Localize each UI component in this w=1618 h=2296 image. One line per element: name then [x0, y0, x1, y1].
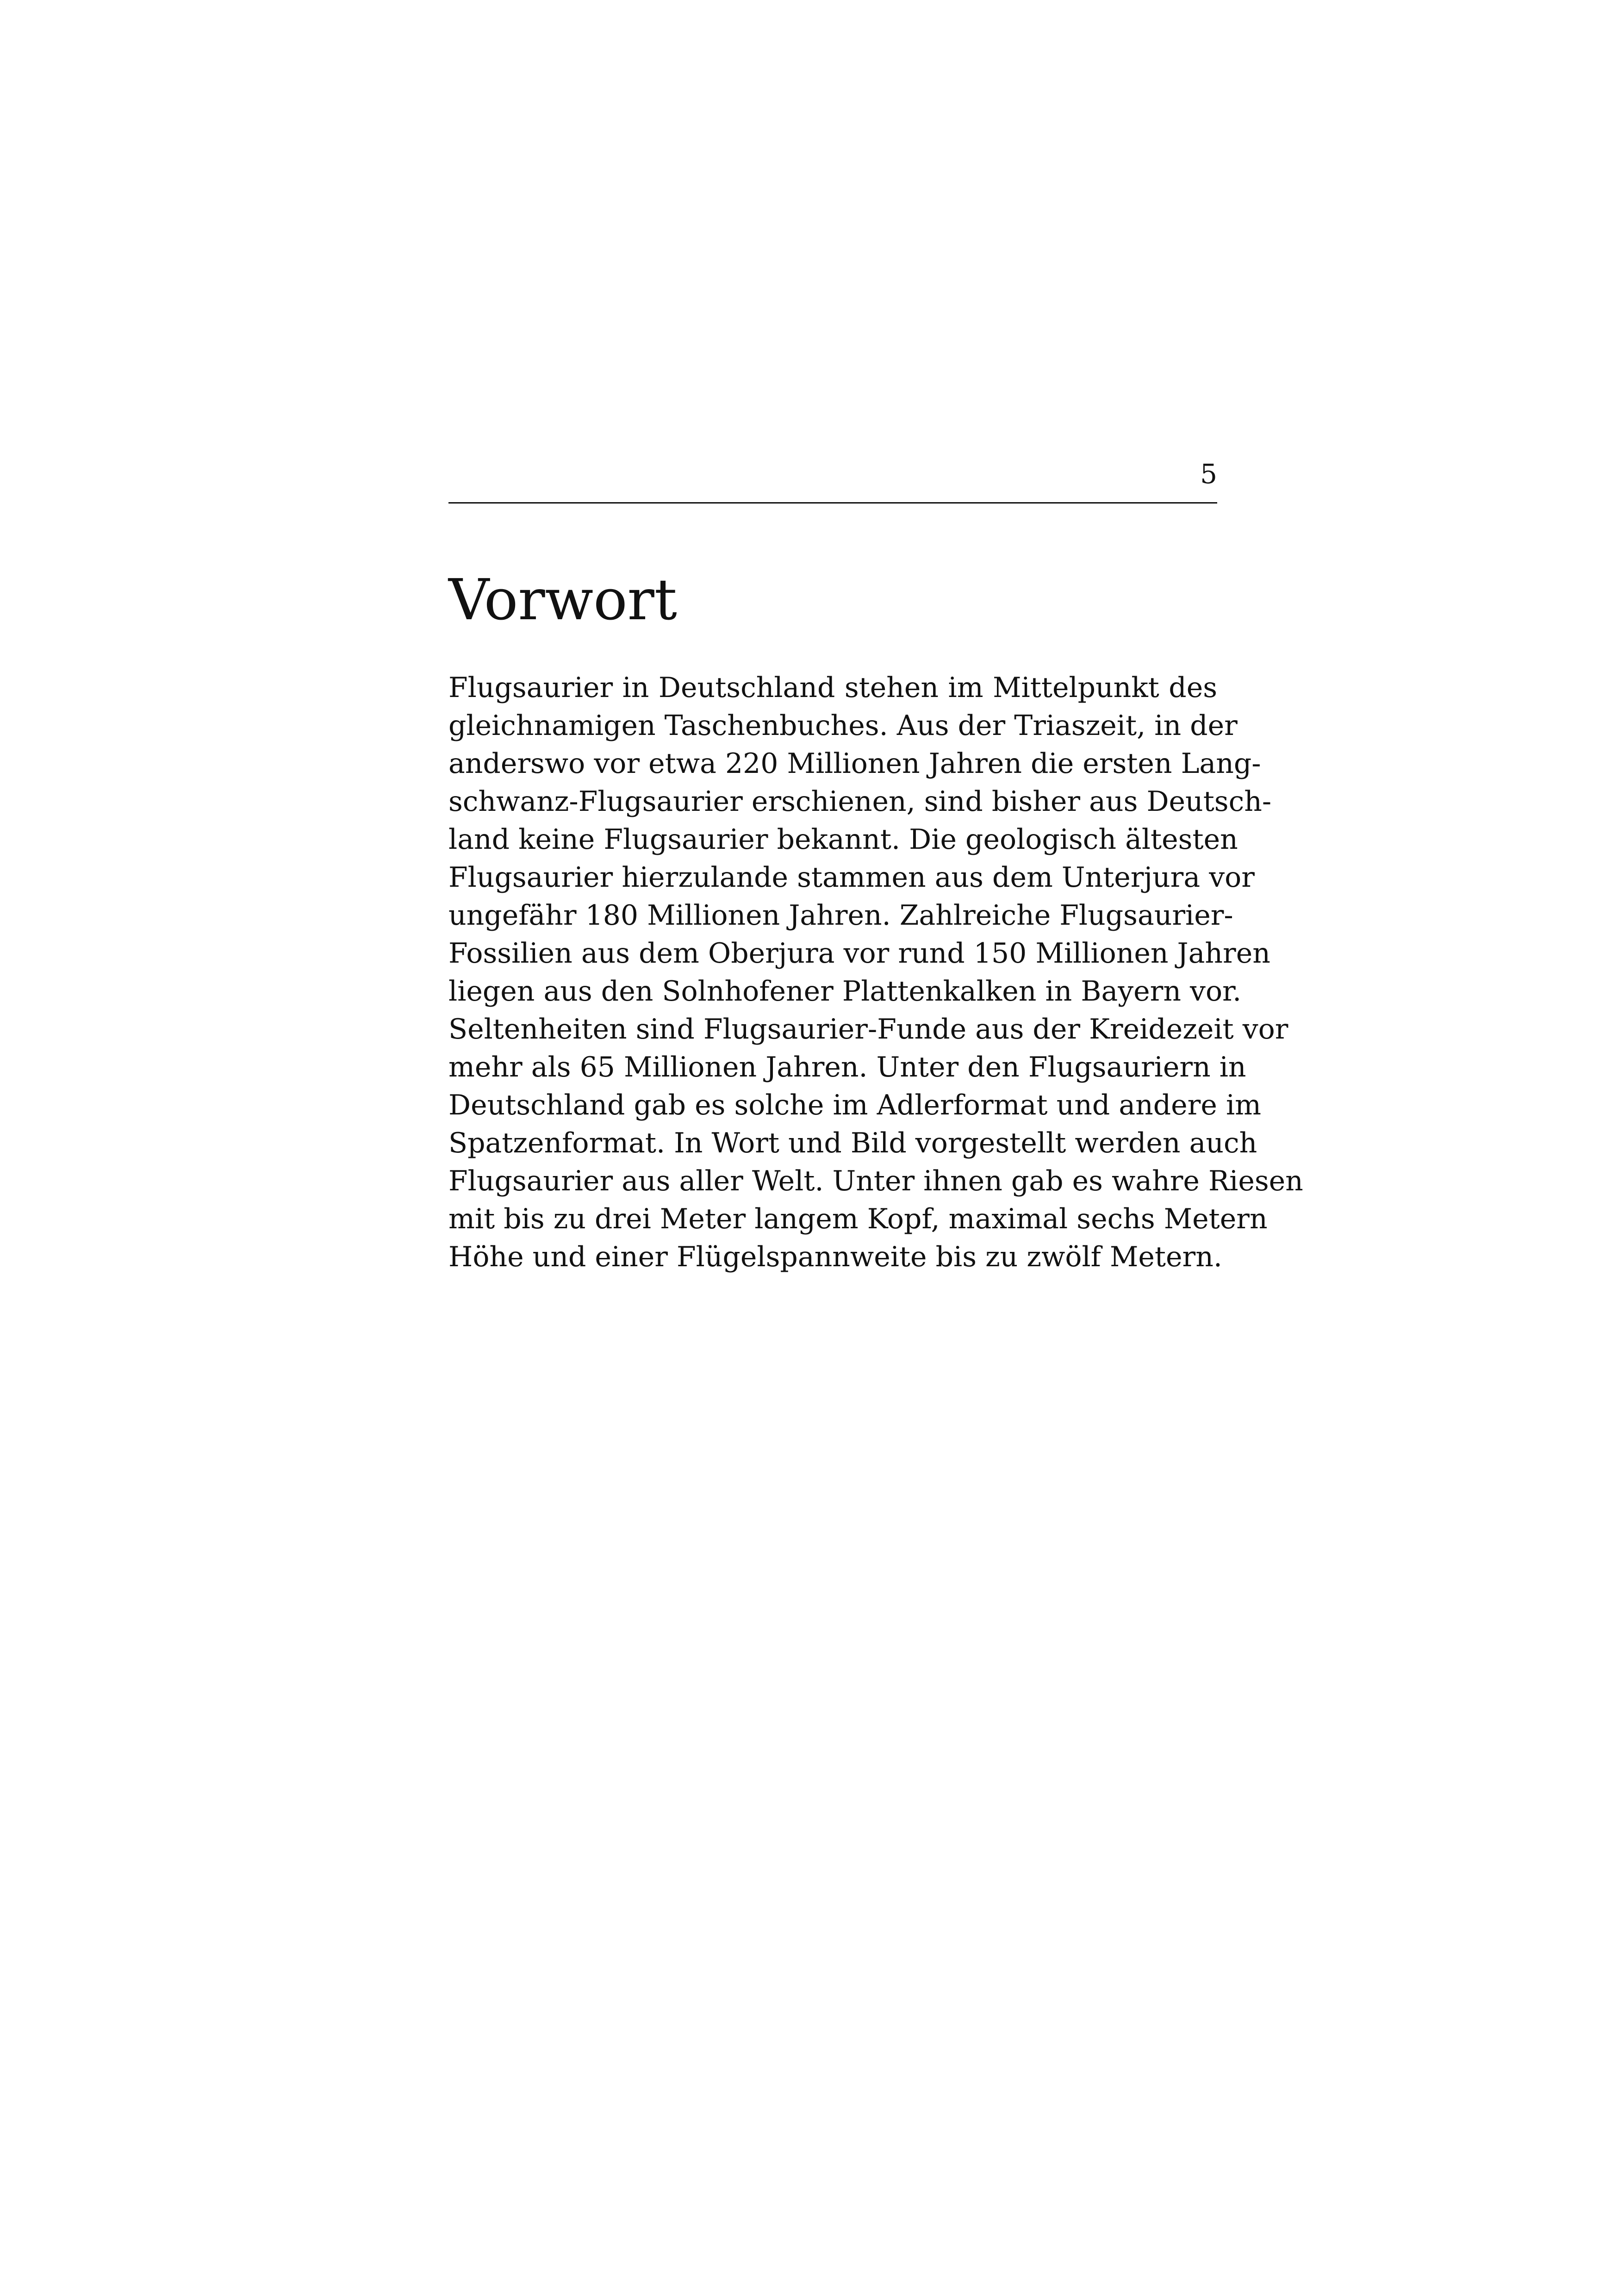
text-line: Flugsaurier in Deutschland stehen im Mittelpunkt des — [448, 672, 1217, 704]
text-line: ungefähr 180 Millionen Jahren. Zahlreiche Flugsaurier- — [448, 899, 1233, 932]
text-line: Fossilien aus dem Oberjura vor rund 150 Millionen Jahren — [448, 937, 1270, 970]
text-line: mehr als 65 Millionen Jahren. Unter den Flugsauriern in — [448, 1051, 1246, 1083]
text-line: anderswo vor etwa 220 Millionen Jahren die ersten Lang- — [448, 747, 1261, 780]
text-line: schwanz-Flugsaurier erschienen, sind bisher aus Deutsch- — [448, 785, 1272, 818]
chapter-title: Vorwort — [448, 567, 677, 633]
body-paragraph — [448, 669, 1303, 1276]
text-line: land keine Flugsaurier bekannt. Die geologisch ältesten — [448, 823, 1238, 856]
text-line: Spatzenformat. In Wort und Bild vorgestellt werden auch — [448, 1127, 1257, 1159]
text-line: Flugsaurier aus aller Welt. Unter ihnen gab es wahre Riesen — [448, 1165, 1303, 1197]
text-line: Höhe und einer Flügelspannweite bis zu zwölf Metern. — [448, 1241, 1222, 1273]
text-line: Deutschland gab es solche im Adlerformat und andere im — [448, 1089, 1262, 1121]
text-line: Seltenheiten sind Flugsaurier-Funde aus der Kreidezeit vor — [448, 1013, 1288, 1045]
text-line: Flugsaurier hierzulande stammen aus dem Unterjura vor — [448, 861, 1255, 894]
header-rule — [448, 502, 1217, 504]
text-line: mit bis zu drei Meter langem Kopf, maximal sechs Metern — [448, 1203, 1268, 1235]
text-line: liegen aus den Solnhofener Plattenkalken in Bayern vor. — [448, 975, 1242, 1008]
page-number: 5 — [1200, 458, 1217, 490]
text-line: gleichnamigen Taschenbuches. Aus der Triaszeit, in der — [448, 709, 1238, 742]
